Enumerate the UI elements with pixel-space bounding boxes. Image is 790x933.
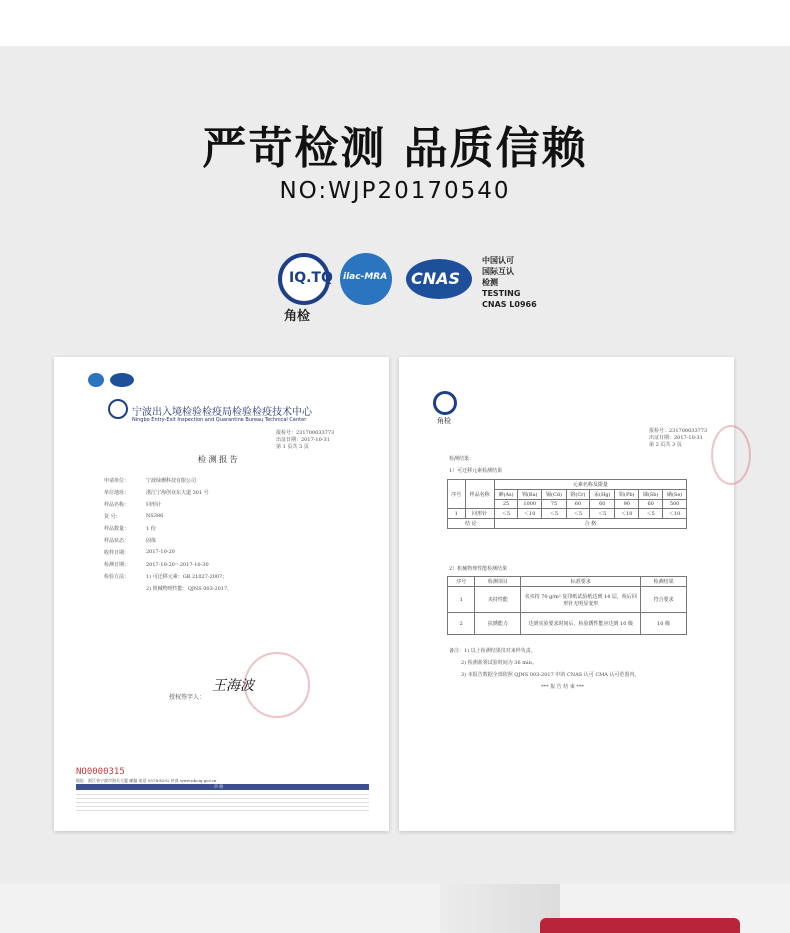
- table-cell: 10 级: [641, 613, 687, 635]
- table-cell: 抗锈能力: [475, 613, 521, 635]
- report-page-2: [399, 357, 734, 831]
- field-value: 回形针: [146, 502, 162, 508]
- col-no: 序号: [448, 480, 466, 509]
- table-cell: 夹夹持 70 g/m² 复印纸试验纸达到 14 层，检后回形针无明显变形: [521, 587, 641, 613]
- field-value: 宁波绿珊科技有限公司: [146, 478, 197, 484]
- signature: 王海波: [212, 678, 254, 694]
- cnas-accreditation-text: 中国认可 国际互认 检测 TESTING CNAS L0966: [482, 256, 537, 309]
- field-value: NS386: [146, 513, 164, 519]
- limit-cell: 500: [663, 500, 687, 509]
- iq-small-icon: [433, 391, 457, 415]
- table-cell: 达到实验要求时间后，检验锈性能应达到 10 级: [521, 613, 641, 635]
- element-col: 铅(Pb): [615, 490, 639, 500]
- result-cell: ＜10: [518, 509, 542, 519]
- field-label: 样品名称：: [104, 502, 130, 508]
- field-label: 收样日期：: [104, 550, 130, 556]
- element-col: 钡(Ba): [518, 490, 542, 500]
- section-2-title: 2）机械物理性能检测结果: [449, 566, 508, 572]
- result-label: 检测结果：: [449, 456, 475, 462]
- col-sample: 样品名称: [465, 480, 494, 509]
- report-meta-1: 报检号：231700033773: [649, 428, 708, 434]
- note-3: 3) 本报告数据全部依照 QJNS 003-2017 中的 CNAS 认可 CMA 认可范围内。: [461, 672, 640, 678]
- limit-cell: 60: [590, 500, 615, 509]
- serial-number: NO0000315: [76, 767, 125, 777]
- result-cell: ＜5: [494, 509, 517, 519]
- element-col: 镉(Cd): [542, 490, 566, 500]
- field-label: 单位地址：: [104, 490, 130, 496]
- report-meta-1: 报检号：231700033773: [276, 430, 335, 436]
- result-cell: ＜10: [615, 509, 639, 519]
- report-meta-2: 出证日期：2017-10-31: [649, 435, 703, 441]
- result-cell: 1: [448, 509, 466, 519]
- bottom-photo-strip: [0, 884, 790, 933]
- org-title-en: Ningbo Entry-Exit Inspection and Quarantine Bureau Technical Center: [132, 417, 307, 423]
- iq-logo-icon: IQ.TQ: [278, 253, 330, 305]
- field-value: 1) 可迁移元素：GB 21027-2007；: [146, 574, 228, 580]
- field-value: 2017-10-20: [146, 549, 175, 555]
- field-label: 检测日期：: [104, 562, 130, 568]
- elements-header: 元素名称及限量: [494, 480, 686, 490]
- mechanical-table: [447, 576, 687, 635]
- result-cell: ＜10: [663, 509, 687, 519]
- limit-cell: 60: [566, 500, 590, 509]
- table-cell: 1: [448, 587, 475, 613]
- field-label: 样品状态：: [104, 538, 130, 544]
- field-value: 浙江宁海创业东大道 301 号: [146, 490, 209, 496]
- report-page-1: [54, 357, 389, 831]
- report-number: NO:WJP20170540: [279, 178, 511, 204]
- element-col: 锑(Sb): [639, 490, 663, 500]
- limit-cell: 25: [494, 500, 517, 509]
- report-end: *** 报 告 结 束 ***: [541, 684, 584, 690]
- result-cell: 回形针: [465, 509, 494, 519]
- limit-cell: 1000: [518, 500, 542, 509]
- certification-logos: [278, 253, 540, 324]
- result-cell: ＜5: [590, 509, 615, 519]
- note-1: 备注：1) 以上检测结果仅对来样负责。: [449, 648, 536, 654]
- field-value: 固体: [146, 538, 157, 544]
- element-col: 硒(Se): [663, 490, 687, 500]
- signer-label: 授权签字人：: [169, 694, 206, 701]
- org-title-cn: 宁波出入境检验检疫局检验检疫技术中心: [132, 407, 312, 418]
- field-label: 检验方法：: [104, 574, 130, 580]
- limit-cell: 60: [639, 500, 663, 509]
- field-value: 2) 机械物理性能：QJNS 003-2017。: [146, 586, 233, 592]
- field-value: 1 份: [146, 526, 156, 532]
- result-cell: ＜5: [639, 509, 663, 519]
- notice-title: 声 明: [214, 784, 224, 789]
- element-col: 铬(Cr): [566, 490, 590, 500]
- cnas-small-icon: [110, 373, 134, 387]
- limit-cell: 75: [542, 500, 566, 509]
- red-seal-stamp-partial: [711, 425, 751, 485]
- report-meta-3: 第 1 页共 3 页: [276, 444, 309, 450]
- cnas-logo-icon: CNAS: [406, 259, 472, 299]
- col-no: 序号: [448, 577, 475, 587]
- col-item: 检测项目: [475, 577, 521, 587]
- field-value: 2017-10-20～2017-10-30: [146, 562, 209, 568]
- conclusion-label: 结 论: [448, 519, 495, 529]
- notice-body: [76, 794, 369, 814]
- table-cell: 符合要求: [641, 587, 687, 613]
- table-cell: 夹持性能: [475, 587, 521, 613]
- footer-address: 地址：浙江省宁波市海关大厦 邮编 电话 0574-8292 传真 www.nbciq.gov.cn: [76, 778, 217, 783]
- report-title: 检 测 报 告: [198, 455, 238, 464]
- headline: 严苛检测 品质信赖: [202, 123, 588, 174]
- field-label: 样品数量：: [104, 526, 130, 532]
- col-result: 检测结果: [641, 577, 687, 587]
- element-col: 汞(Hg): [590, 490, 615, 500]
- field-label: 申请单位：: [104, 478, 130, 484]
- ilac-mra-logo-icon: ilac-MRA: [340, 253, 392, 305]
- jiaojian-label: 角检: [284, 309, 311, 324]
- table-cell: 2: [448, 613, 475, 635]
- elements-table: [447, 479, 687, 529]
- section-1-title: 1）可迁移元素检测结果: [449, 468, 503, 474]
- conclusion-value: 合 格: [494, 519, 686, 529]
- report-meta-3: 第 2 页共 3 页: [649, 442, 682, 448]
- red-object: [540, 918, 740, 933]
- ilac-small-icon: [88, 373, 104, 387]
- result-cell: ＜5: [542, 509, 566, 519]
- element-col: 砷(As): [494, 490, 517, 500]
- report-meta-2: 出证日期：2017-10-31: [276, 437, 330, 443]
- note-2: 2) 检测盐雾试验时间为 36 min。: [461, 660, 537, 666]
- iq-small-icon: [108, 399, 128, 419]
- col-requirement: 标准要求: [521, 577, 641, 587]
- limit-cell: 90: [615, 500, 639, 509]
- jiaojian-small-label: 角检: [437, 417, 451, 425]
- field-label: 货 号：: [104, 514, 121, 520]
- result-cell: ＜5: [566, 509, 590, 519]
